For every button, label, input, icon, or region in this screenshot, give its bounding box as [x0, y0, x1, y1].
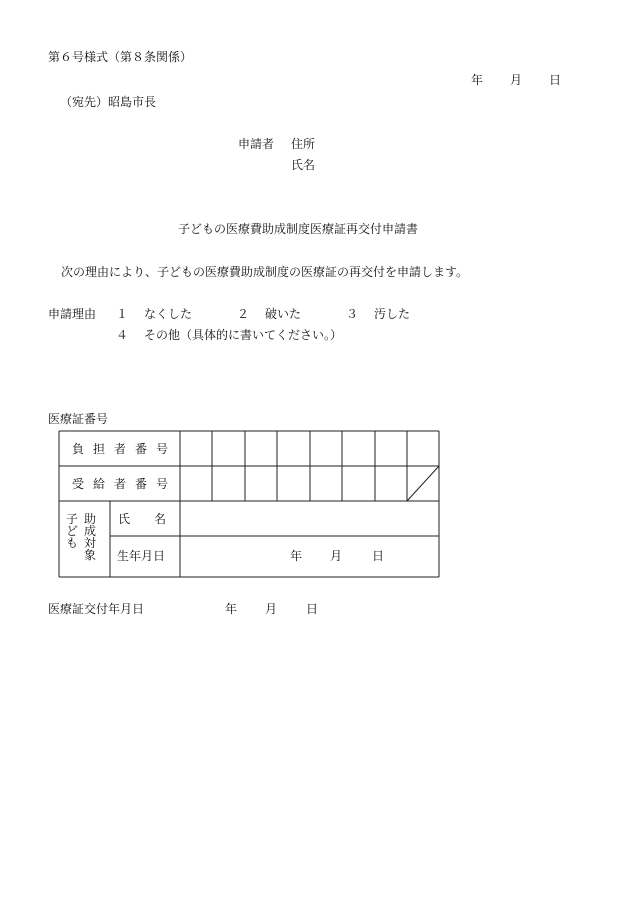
applicant-address-label: 住所	[291, 137, 316, 151]
reason-num-3: ３	[346, 307, 359, 321]
reason-num-1: １	[116, 307, 129, 321]
reason-text-4: その他（具体的に書いてください。）	[144, 328, 343, 342]
reason-label: 申請理由	[48, 307, 97, 321]
applicant-label: 申請者	[238, 137, 275, 151]
issue-month: 月	[265, 602, 278, 616]
birth-month: 月	[330, 549, 343, 563]
issue-date-label: 医療証交付年月日	[48, 602, 145, 616]
name-value-field[interactable]	[182, 503, 436, 534]
reason-text-1: なくした	[144, 307, 193, 321]
issue-day: 日	[306, 602, 319, 616]
date-day: 日	[549, 73, 562, 87]
reason-num-4: ４	[116, 328, 129, 342]
cert-number-label: 医療証番号	[48, 412, 109, 426]
intro-text: 次の理由により、子どもの医療費助成制度の医療証の再交付を申請します。	[61, 265, 469, 279]
birth-day: 日	[372, 549, 385, 563]
page-title: 子どもの医療費助成制度医療証再交付申請書	[178, 222, 419, 236]
form-number: 第６号様式（第８条関係）	[48, 50, 193, 64]
child-label-vertical: 子ども	[66, 512, 79, 550]
reason-num-2: ２	[237, 307, 250, 321]
date-month: 月	[510, 73, 523, 87]
date-year: 年	[471, 73, 484, 87]
name-label: 氏 名	[118, 512, 167, 526]
addressee: （宛先）昭島市長	[60, 95, 157, 109]
birth-label: 生年月日	[117, 549, 166, 563]
recipient-number-label: 受給者番号	[72, 477, 178, 491]
birth-year: 年	[290, 549, 303, 563]
issue-year: 年	[225, 602, 238, 616]
void-cell-diagonal	[407, 466, 439, 501]
reason-text-2: 破いた	[265, 307, 302, 321]
applicant-name-label: 氏名	[291, 158, 316, 172]
subsidy-target-label-vertical: 助成対象	[84, 512, 97, 562]
burden-number-label: 負担者番号	[72, 442, 178, 456]
reason-text-3: 汚した	[374, 307, 411, 321]
